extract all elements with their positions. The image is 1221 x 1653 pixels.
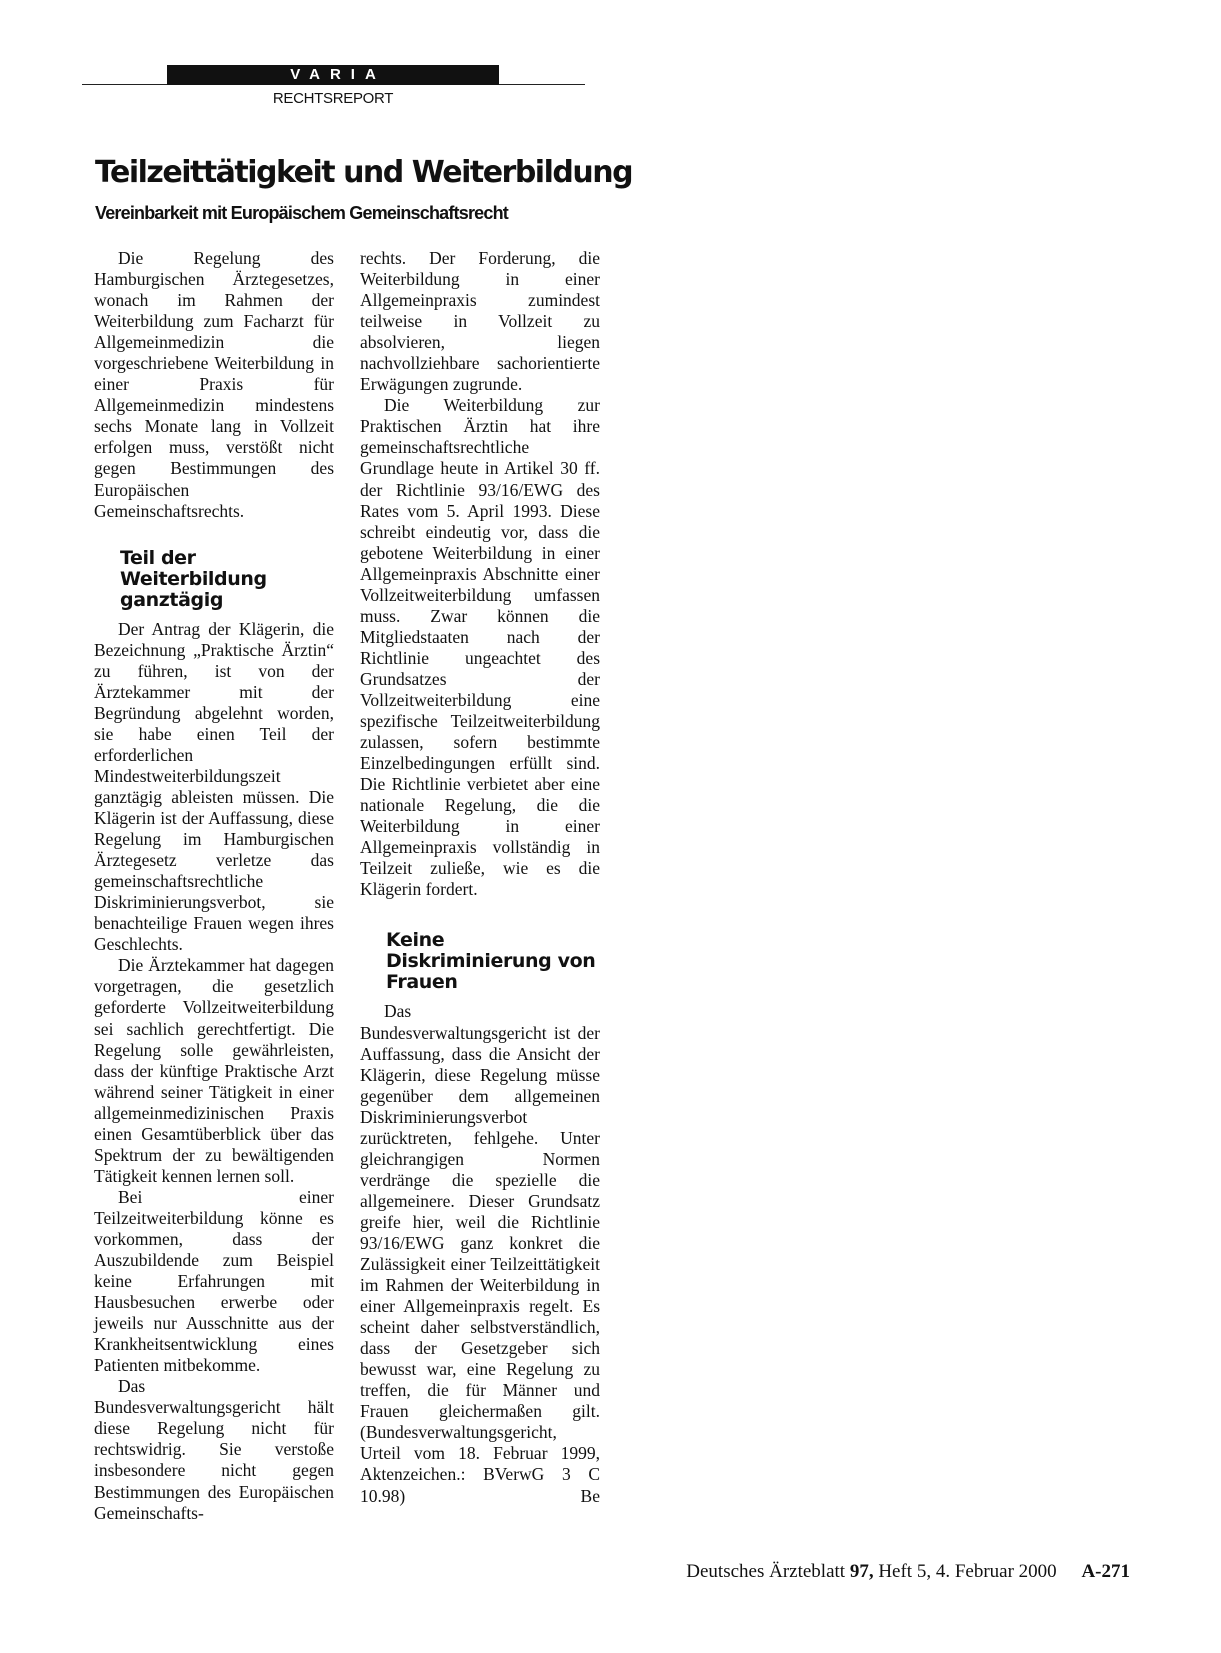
- intro-paragraph: Die Regelung des Hamburgischen Ärztegesetzes, wonach im Rahmen der Weiterbildung zum Facharzt für Allgemeinmedizin die vorgeschriebene Weiterbildung in einer Praxis für Allgemeinmedizin mindestens sechs Monate lang in Vollzeit erfolgen muss, verstößt nicht gegen Bestimmungen des Europäischen Gemeinschaftsrechts.: [94, 248, 334, 521]
- body-paragraph-5: Die Weiterbildung zur Praktischen Ärztin hat ihre gemeinschaftsrechtliche Grundlage heute in Artikel 30 ff. der Richtlinie 93/16/EWG des Rates vom 5. April 1993. Diese schreibt eindeutig vor, dass die gebotene Weiterbildung in einer Allgemeinpraxis Abschnitte einer Vollzeitweiterbildung umfassen muss. Zwar können die Mitgliedstaaten nach der Richtlinie ungeachtet des Grundsatzes der Vollzeitweiterbildung eine spezifische Teilzeitweiterbildung zulassen, sofern bestimmte Einzelbedingungen erfüllt sind. Die Richtlinie verbietet aber eine nationale Regelung, die die Weiterbildung in einer Allgemeinpraxis vollständig in Teilzeit zuließe, wie es die Klägerin fordert.: [360, 395, 600, 900]
- section-label: VARIA: [167, 65, 499, 85]
- column-right: [360, 248, 600, 1507]
- subheading-keine-diskriminierung: Keine Diskriminierung von Frauen: [386, 929, 596, 994]
- subsection-label: RECHTSREPORT: [272, 90, 394, 107]
- journal-volume: 97,: [849, 1561, 874, 1582]
- journal-issue: Heft 5, 4. Februar 2000: [878, 1561, 1057, 1582]
- journal-name: Deutsches Ärzteblatt: [686, 1561, 846, 1582]
- body-paragraph-6-text: Das Bundesverwaltungsgericht ist der Auffassung, dass die Ansicht der Klägerin, diese Regelung müsse gegenüber dem allgemeinen Diskriminierungsverbot zurücktreten, fehlgehe. Unter gleichrangigen Normen verdränge die spezielle die allgemeinere. Dieser Grundsatz greife hier, weil die Richtlinie 93/16/EWG ganz konkret die Zulässigkeit einer Teilzeittätigkeit im Rahmen der Weiterbildung in einer Allgemeinpraxis regelt. Es scheint daher selbstverständlich, dass der Gesetzgeber sich bewusst war, eine Regelung zu treffen, die für Männer und Frauen gleichermaßen gilt. (Bundesverwaltungsgericht, Urteil vom 18. Februar 1999, Aktenzeichen.: BVerwG 3 C 10.98): [360, 1001, 600, 1506]
- body-paragraph-4-continued: rechts. Der Forderung, die Weiterbildung in einer Allgemeinpraxis zumindest teilweise in Vollzeit zu absolvieren, liegen nachvollziehbare sachorientierte Erwägungen zugrunde.: [360, 248, 600, 395]
- article-subtitle: Vereinbarkeit mit Europäischem Gemeinschaftsrecht: [95, 203, 508, 223]
- body-paragraph-2: Die Ärztekammer hat dagegen vorgetragen, die gesetzlich geforderte Vollzeitweiterbildung sei sachlich gerechtfertigt. Die Regelung solle gewährleisten, dass der künftige Praktische Arzt während seiner Tätigkeit in einer allgemeinmedizinischen Praxis einen Gesamtüberblick über das Spektrum der zu bewältigenden Tätigkeit kennen lernen soll.: [94, 955, 334, 1186]
- page-number: A-271: [1081, 1561, 1130, 1582]
- body-paragraph-6: [360, 1001, 600, 1506]
- body-paragraph-3: Bei einer Teilzeitweiterbildung könne es vorkommen, dass der Auszubildende zum Beispiel keine Erfahrungen mit Hausbesuchen erwerbe oder jeweils nur Ausschnitte aus der Krankheitsentwicklung eines Patienten mitbekomme.: [94, 1186, 334, 1376]
- author-signature: Be: [580, 1485, 600, 1506]
- subheading-teil-der-weiterbildung: Teil der Weiterbildung ganztägig: [120, 546, 267, 611]
- page-footer: [560, 1561, 1130, 1583]
- body-paragraph-4: Das Bundesverwaltungsgericht hält diese Regelung nicht für rechtswidrig. Sie verstoße insbesondere nicht gegen Bestimmungen des Europäischen Gemeinschafts-: [94, 1376, 334, 1523]
- article-title: Teilzeittätigkeit und Weiterbildung: [95, 155, 633, 190]
- column-left: [94, 248, 334, 1524]
- body-paragraph-1: Der Antrag der Klägerin, die Bezeichnung „Praktische Ärztin“ zu führen, ist von der Ärztekammer mit der Begründung abgelehnt worden, sie habe einen Teil der erforderlichen Mindestweiterbildungszeit ganztägig ableisten müssen. Die Klägerin ist der Auffassung, diese Regelung im Hamburgischen Ärztegesetz verletze das gemeinschaftsrechtliche Diskriminierungsverbot, sie benachteilige Frauen wegen ihres Geschlechts.: [94, 618, 334, 955]
